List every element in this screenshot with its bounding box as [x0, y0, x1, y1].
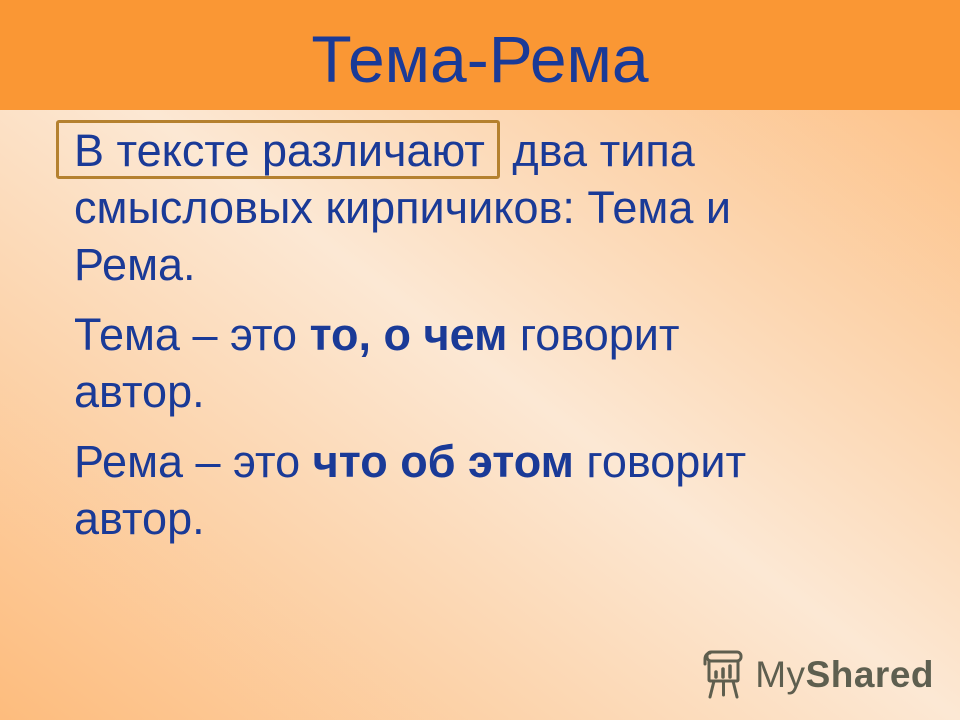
text-segment: говорит — [573, 436, 747, 487]
easel-chart-icon — [698, 648, 748, 700]
text-segment: два типа — [499, 125, 695, 176]
slide-body — [74, 110, 930, 547]
text-segment: говорит — [507, 309, 680, 360]
text-line — [74, 433, 930, 490]
text-segment: Тема – это — [74, 309, 310, 360]
paragraph-tema — [74, 306, 930, 420]
text-line: автор. — [74, 366, 205, 417]
bold-text-segment: что об этом — [312, 436, 574, 487]
wordmark-my: My — [755, 653, 806, 695]
paragraph-definition — [74, 122, 930, 293]
text-line: смысловых кирпичиков: Тема и — [74, 182, 731, 233]
highlight-box: В тексте различают — [56, 120, 500, 179]
text-line: автор. — [74, 493, 205, 544]
text-line — [74, 122, 930, 179]
myshared-watermark — [698, 648, 934, 700]
text-segment: Рема – это — [74, 436, 313, 487]
wordmark-shared: Shared — [805, 653, 934, 695]
bold-text-segment: то, о чем — [309, 309, 508, 360]
myshared-wordmark — [755, 653, 934, 695]
slide-header — [0, 0, 960, 110]
text-line — [74, 306, 930, 363]
slide-title: Тема-Рема — [311, 22, 649, 96]
text-line: Рема. — [74, 239, 196, 290]
paragraph-rema — [74, 433, 930, 547]
